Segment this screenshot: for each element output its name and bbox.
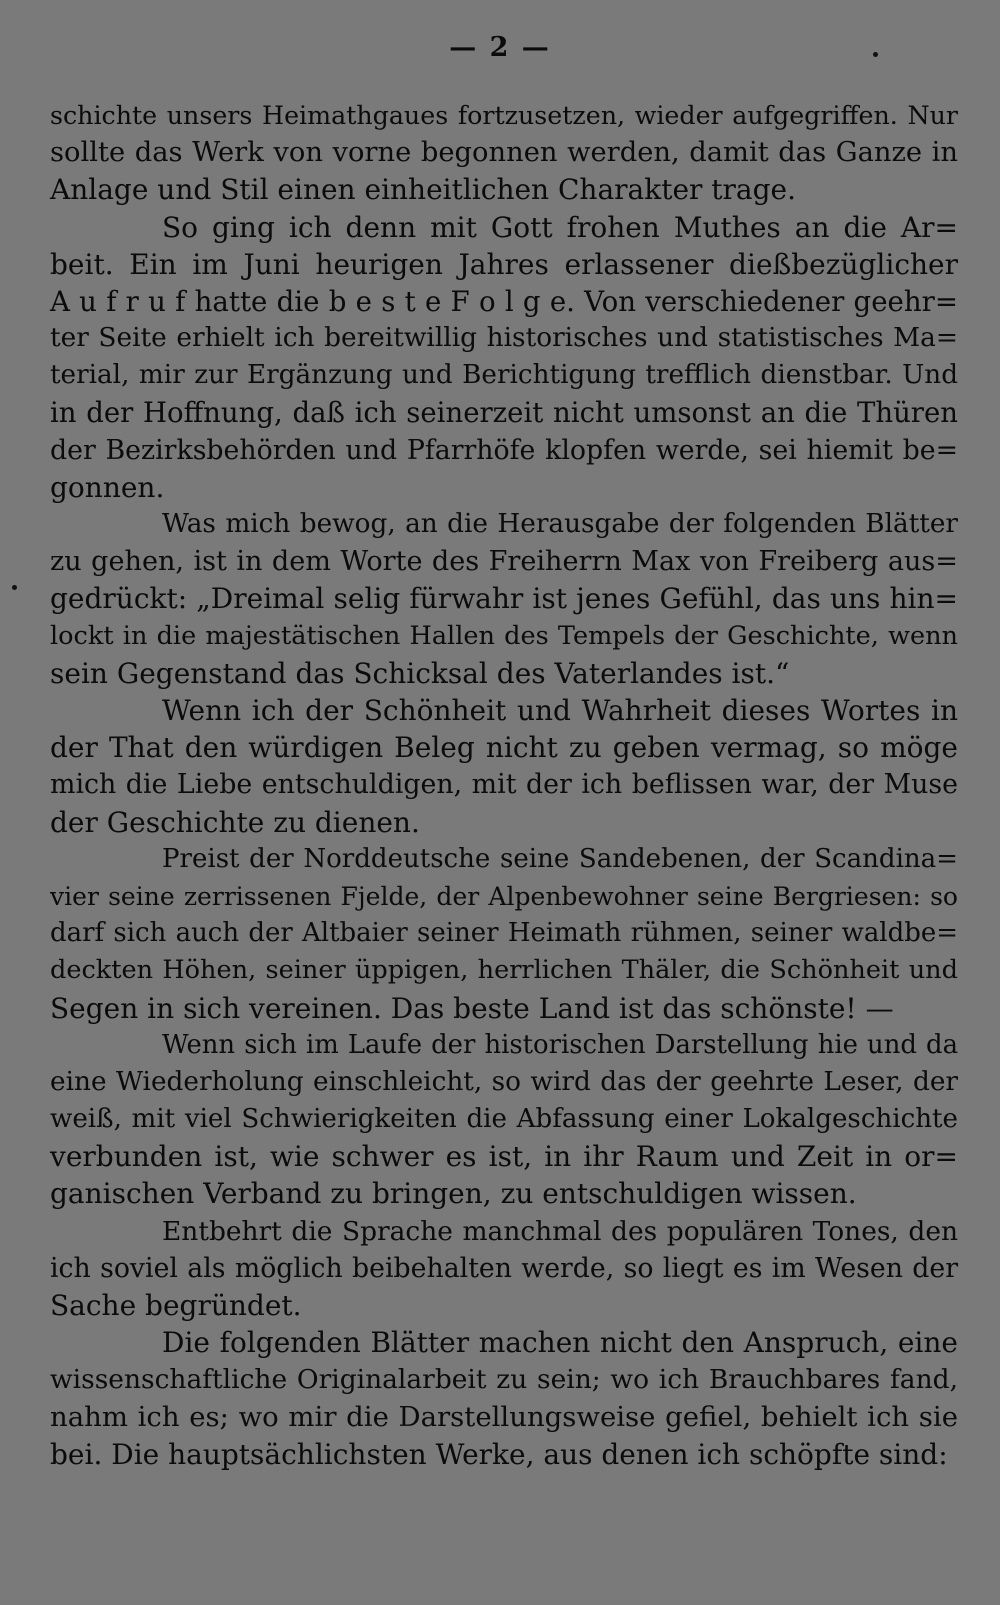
text-line: ich soviel als möglich beibehalten werde, so liegt es im Wesen der	[50, 1252, 958, 1284]
text-line: ter Seite erhielt ich bereitwillig historisches und statistisches Ma=	[50, 323, 958, 354]
text-line: zu gehen, ist in dem Worte des Freiherrn Max von Freiberg aus=	[50, 546, 958, 578]
text-line: beit. Ein im Juni heurigen Jahres erlassener dießbezüglicher	[50, 247, 958, 281]
body-text	[50, 97, 958, 1473]
speck-mark	[12, 585, 17, 590]
text-line: Entbehrt die Sprache manchmal des populären Tones, den	[162, 1215, 958, 1247]
text-line: mich die Liebe entschuldigen, mit der ich beflissen war, der Muse	[50, 769, 958, 801]
paragraph	[50, 97, 958, 209]
paragraph	[50, 841, 958, 1027]
text-line: in der Hoffnung, daß ich seinerzeit nicht umsonst an die Thüren	[50, 396, 958, 429]
text-line: terial, mir zur Ergänzung und Berichtigung trefflich dienstbar. Und	[50, 360, 958, 391]
text-line: Wenn ich der Schönheit und Wahrheit dieses Wortes in	[162, 694, 958, 727]
page-number: — 2 —	[449, 32, 551, 63]
text-line: Preist der Norddeutsche seine Sandebenen, der Scandina=	[162, 843, 958, 874]
text-line: bei. Die hauptsächlichsten Werke, aus denen ich schöpfte sind:	[50, 1437, 948, 1471]
text-line: Anlage und Stil einen einheitlichen Charakter trage.	[50, 173, 797, 207]
text-line: weiß, mit viel Schwierigkeiten die Abfassung einer Lokalgeschichte	[50, 1104, 958, 1135]
text-line: sollte das Werk von vorne begonnen werden, damit das Ganze in	[50, 137, 958, 169]
text-line: verbunden ist, wie schwer es ist, in ihr Raum und Zeit in or=	[50, 1140, 958, 1174]
text-line: lockt in die majestätischen Hallen des Tempels der Geschichte, wenn	[50, 620, 958, 651]
text-line: Was mich bewog, an die Herausgabe der folgenden Blätter	[162, 509, 958, 540]
text-line: deckten Höhen, seiner üppigen, herrlichen Thäler, die Schönheit und	[50, 955, 958, 986]
text-line: ganischen Verband zu bringen, zu entschuldigen wissen.	[50, 1177, 857, 1211]
text-line: schichte unsers Heimathgaues fortzusetzen, wieder aufgegriffen. Nur	[50, 101, 958, 130]
text-line: gedrückt: „Dreimal selig fürwahr ist jenes Gefühl, das uns hin=	[50, 582, 958, 616]
text-line: A u f r u f hatte die b e s t e F o l g e. Von verschiedener geehr=	[50, 284, 958, 318]
paragraph	[50, 1213, 958, 1325]
text-line: der Bezirksbehörden und Pfarrhöfe klopfen werde, sei hiemit be=	[50, 434, 958, 466]
text-line: sein Gegenstand das Schicksal des Vaterlandes ist.“	[50, 656, 790, 690]
paragraph	[50, 209, 958, 507]
paragraph	[50, 692, 958, 841]
text-line: wissenschaftliche Originalarbeit zu sein; wo ich Brauchbares fand,	[50, 1364, 958, 1396]
text-line: darf sich auch der Altbaier seiner Heimath rühmen, seiner waldbe=	[50, 918, 958, 949]
text-line: nahm ich es; wo mir die Darstellungsweise gefiel, behielt ich sie	[50, 1400, 958, 1433]
paragraph	[50, 1027, 958, 1213]
text-line: So ging ich denn mit Gott frohen Muthes an die Ar=	[162, 210, 958, 244]
text-line: der That den würdigen Beleg nicht zu geben vermag, so möge	[50, 731, 958, 765]
text-line: eine Wiederholung einschleicht, so wird das der geehrte Leser, der	[50, 1066, 958, 1097]
speck-mark	[873, 52, 878, 57]
text-line: Die folgenden Blätter machen nicht den Anspruch, eine	[162, 1326, 958, 1360]
text-line: gonnen.	[50, 470, 165, 504]
text-line: Wenn sich im Laufe der historischen Darstellung hie und da	[162, 1029, 958, 1060]
paragraph	[50, 1324, 958, 1473]
paragraph	[50, 506, 958, 692]
text-line: Sache begründet.	[50, 1289, 302, 1322]
text-line: Segen in sich vereinen. Das beste Land ist das schönste! —	[50, 991, 894, 1025]
text-line: der Geschichte zu dienen.	[50, 805, 420, 839]
text-line: vier seine zerrissenen Fjelde, der Alpenbewohner seine Bergriesen: so	[50, 881, 958, 911]
